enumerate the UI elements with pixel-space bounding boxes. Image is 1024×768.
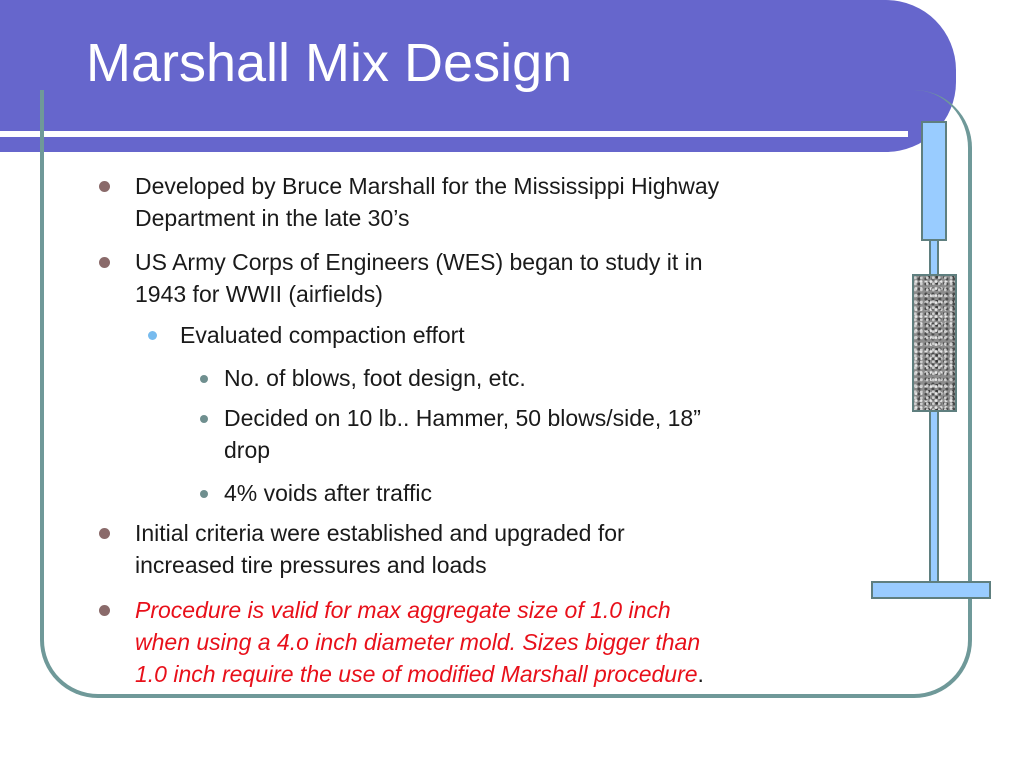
bullet-text: Initial criteria were established and upgraded for xyxy=(135,520,625,546)
bullet-dot-icon xyxy=(99,181,110,192)
bullet-text: when using a 4.o inch diameter mold. Sizes bigger than xyxy=(135,629,701,655)
bullet-dot-icon xyxy=(200,375,208,383)
bullet-dot-icon xyxy=(99,257,110,268)
bullet-tail-period: . xyxy=(697,661,704,687)
bullet-text: drop xyxy=(224,437,271,463)
bullet-text: US Army Corps of Engineers (WES) began to study it in xyxy=(135,249,703,275)
bullet-dot-icon xyxy=(148,331,157,340)
bullet-dot-icon xyxy=(99,528,110,539)
bullet-text: increased tire pressures and loads xyxy=(135,552,487,578)
bullet-text: Procedure is valid for max aggregate size of 1.0 inch xyxy=(135,597,671,623)
bullet-item xyxy=(135,170,719,234)
sub-sub-bullet-item xyxy=(224,362,526,394)
bullet-dot-icon xyxy=(99,605,110,616)
bullet-text: Developed by Bruce Marshall for the Mississippi Highway xyxy=(135,173,720,199)
bullet-text: Decided on 10 lb.. Hammer, 50 blows/side, 18” xyxy=(224,405,701,431)
bullet-item-accent xyxy=(135,594,704,690)
sub-bullet-item xyxy=(180,319,465,351)
bullet-text: 1943 for WWII (airfields) xyxy=(135,281,383,307)
bullet-item xyxy=(135,246,703,310)
bullet-text: No. of blows, foot design, etc. xyxy=(224,365,526,391)
bullet-text: Department in the late 30’s xyxy=(135,205,410,231)
bullet-text-last-line xyxy=(135,658,704,690)
slide-title: Marshall Mix Design xyxy=(86,33,573,93)
bullet-dot-icon xyxy=(200,490,208,498)
bullet-item xyxy=(135,517,625,581)
sub-sub-bullet-item xyxy=(224,402,701,466)
bullet-dot-icon xyxy=(200,415,208,423)
bullet-text: 1.0 inch require the use of modified Marshall procedure xyxy=(135,661,698,687)
bullet-text: Evaluated compaction effort xyxy=(180,322,465,348)
bullet-text: 4% voids after traffic xyxy=(224,480,432,506)
sub-sub-bullet-item xyxy=(224,477,432,509)
